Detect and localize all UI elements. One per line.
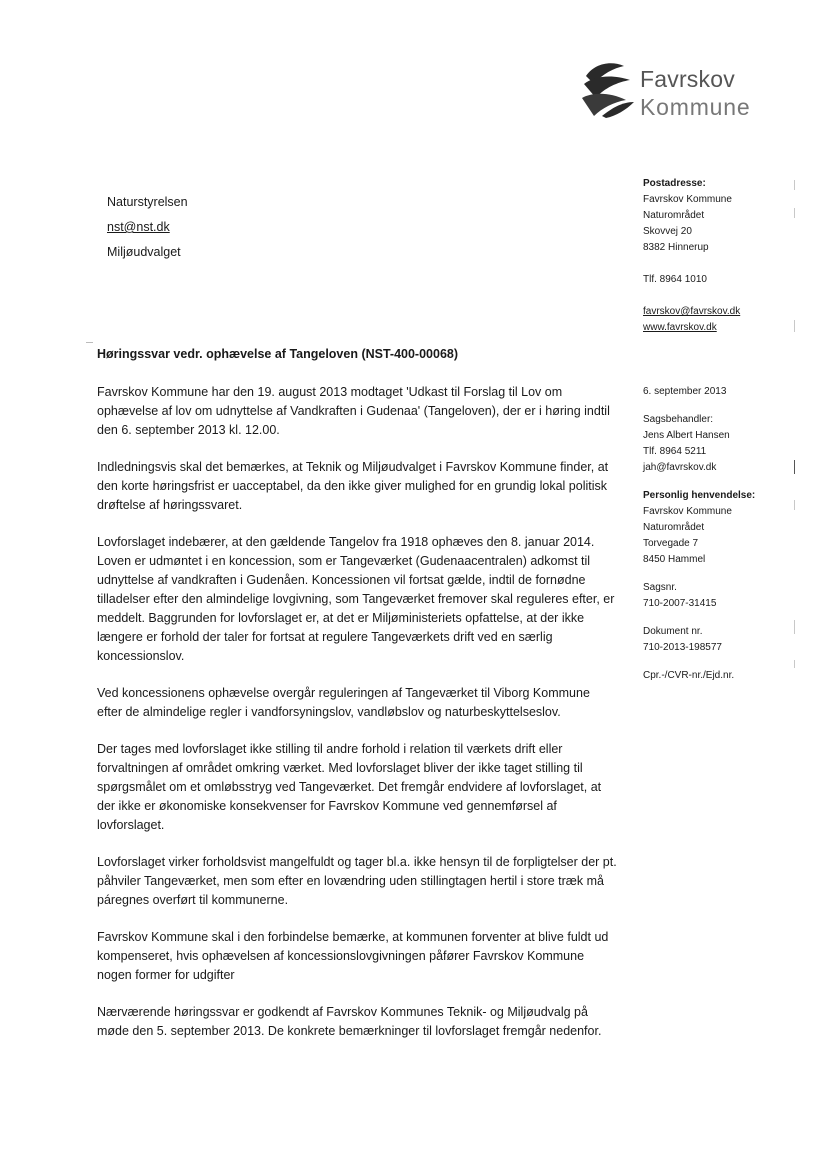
scan-mark: [794, 208, 795, 218]
case-worker-label: Sagsbehandler:: [643, 414, 714, 425]
case-number-label: Sagsnr.: [643, 582, 677, 593]
letter-subject: Høringssvar vedr. ophævelse af Tangeloven (NST-400-00068): [97, 347, 459, 361]
scan-mark: [794, 620, 795, 634]
email-link[interactable]: favrskov@favrskov.dk: [643, 306, 741, 317]
document-number-label: Dokument nr.: [643, 626, 703, 637]
post-address-line: Skovvej 20: [643, 226, 692, 237]
body-paragraph: Der tages med lovforslaget ikke stilling til andre forhold i relation til værkets drift eller forvaltningen af området omkring værket. Med lovforslaget bliver der ikke taget stilling til spørgsmålet om et omløbsstryg ved Tangeværket. Det fremgår endvidere af lovforslaget, at der ikke er økonomiske konsekvenser for Favrskov Kommune ved gennemførsel af lovforslaget.: [97, 742, 602, 832]
personal-visit-heading: Personlig henvendelse:: [643, 490, 756, 501]
case-worker-email: jah@favrskov.dk: [643, 462, 717, 473]
letter-body: [97, 383, 617, 1059]
body-paragraph: Indledningsvis skal det bemærkes, at Teknik og Miljøudvalget i Favrskov Kommune finder, at den korte høringsfrist er uacceptabel, da den ikke giver mulighed for en grundig lokal politisk drøftelse af høringssvaret.: [97, 460, 609, 512]
website-link[interactable]: www.favrskov.dk: [643, 322, 717, 333]
scan-mark: [794, 460, 795, 474]
scan-mark: [794, 320, 795, 332]
body-paragraph: Favrskov Kommune har den 19. august 2013 modtaget 'Udkast til Forslag til Lov om ophævelse af lov om udnyttelse af Vandkraften i Gudenaa' (Tangeloven), der er i høring indtil den 6. september 2013 kl. 12.00.: [97, 385, 610, 437]
scan-margin-marks: [790, 180, 802, 700]
logo-text-favrskov: Favrskov: [640, 66, 735, 92]
visit-address-line: Favrskov Kommune: [643, 506, 732, 517]
post-address-line: Favrskov Kommune: [643, 194, 732, 205]
recipient-name: Naturstyrelsen: [107, 195, 188, 209]
sender-info-sidebar: [643, 176, 803, 684]
visit-address-line: Naturområdet: [643, 522, 705, 533]
recipient-committee: Miljøudvalget: [107, 245, 181, 259]
case-number: 710-2007-31415: [643, 598, 717, 609]
body-paragraph: Lovforslaget indebærer, at den gældende Tangelov fra 1918 ophæves den 8. januar 2014. Loven er udmøntet i en koncession, som er Tangeværket (Gudenaacentralen) adkomst til udnyttelse af vandkraften i Gudenåen. Koncessionen vil fortsat gælde, indtil de fornødne tilladelser efter den almindelige lovgivning, som Tangeværket fremover skal reguleres efter, er meddelt. Baggrunden for lovforslaget er, at det er Miljøministeriets opfattelse, at der ikke længere er forhold der taler for fortsat at regulere Tangeværkets drift ved en særlig koncessionslov.: [97, 535, 615, 663]
phone-number: Tlf. 8964 1010: [643, 274, 707, 285]
body-paragraph: Lovforslaget virker forholdsvist mangelfuldt og tager bl.a. ikke hensyn til de forpligtelser der pt. påhviler Tangeværket, men som efter en lovændring uden stillingtagen hertil i store træk må páregnes overført til kommunerne.: [97, 855, 617, 907]
body-paragraph: Ved koncessionens ophævelse overgår reguleringen af Tangeværket til Viborg Kommune efter de almindelige regler i vandforsyningslov, vandløbslov og naturbeskyttelseslov.: [97, 686, 590, 719]
post-address-heading: Postadresse:: [643, 178, 706, 189]
case-worker-phone: Tlf. 8964 5211: [643, 446, 707, 457]
recipient-block: [107, 190, 188, 265]
scan-mark: [794, 660, 795, 668]
recipient-email-link[interactable]: nst@nst.dk: [107, 220, 170, 234]
favrskov-logo: [580, 58, 780, 122]
letter-date: 6. september 2013: [643, 386, 727, 397]
visit-address-line: Torvegade 7: [643, 538, 699, 549]
body-paragraph: Favrskov Kommune skal i den forbindelse bemærke, at kommunen forventer at blive fuldt ud kompenseret, hvis ophævelsen af koncessionslovgivningen påfører Favrskov Kommune nogen former for udgifter: [97, 930, 609, 982]
logo-text-kommune: Kommune: [640, 94, 751, 120]
post-address-line: Naturområdet: [643, 210, 705, 221]
case-worker-name: Jens Albert Hansen: [643, 430, 730, 441]
punch-mark: [86, 342, 93, 343]
document-number: 710-2013-198577: [643, 642, 722, 653]
leaf-logo-icon: [580, 58, 636, 120]
post-address-line: 8382 Hinnerup: [643, 242, 709, 253]
scan-mark: [794, 500, 795, 510]
scan-mark: [794, 180, 795, 190]
cpr-cvr-label: Cpr.-/CVR-nr./Ejd.nr.: [643, 670, 735, 681]
body-paragraph: Nærværende høringssvar er godkendt af Favrskov Kommunes Teknik- og Miljøudvalg på møde den 5. september 2013. De konkrete bemærkninger til lovforslaget fremgår nedenfor.: [97, 1005, 602, 1038]
visit-address-line: 8450 Hammel: [643, 554, 706, 565]
